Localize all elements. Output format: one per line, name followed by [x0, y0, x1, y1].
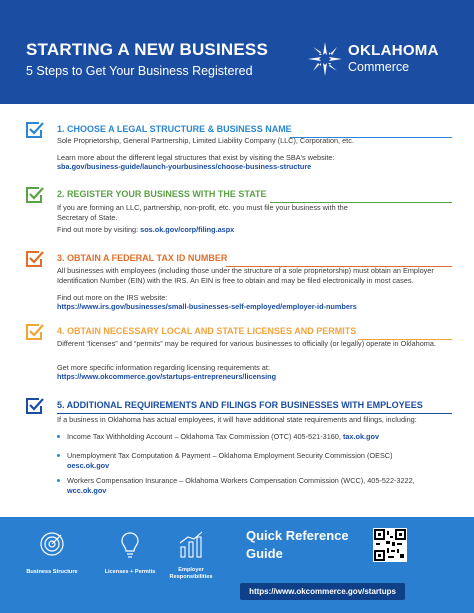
bullet-dot	[57, 479, 60, 482]
checkbox-icon	[24, 396, 44, 416]
step-text: Sole Proprietorship, General Partnership, Limited Liability Company (LLC), Corporation, etc.	[57, 136, 354, 145]
footer-item-business-structure	[22, 531, 82, 575]
bullet-item	[67, 432, 439, 442]
quick-ref-line1: Quick Reference	[246, 528, 349, 543]
step-heading: 5. ADDITIONAL REQUIREMENTS AND FILINGS FOR BUSINESSES WITH EMPLOYEES	[57, 400, 423, 410]
checkbox-icon	[24, 322, 44, 342]
qr-code-icon[interactable]	[373, 528, 407, 562]
step-text: Learn more about the different legal structures that exist by visiting the SBA's website:	[57, 153, 335, 162]
footer-banner	[0, 517, 474, 613]
page-title: STARTING A NEW BUSINESS	[26, 40, 268, 59]
bullet-link[interactable]: oesc.ok.gov	[67, 460, 110, 470]
footer-item-licenses-permits	[100, 531, 160, 575]
quick-ref-line2: Guide	[246, 546, 283, 561]
step-link[interactable]: sba.gov/business-guide/launch-yourbusiness/choose-business-structure	[57, 162, 312, 171]
step-text: All businesses with employees (including those under the structure of a sole proprietorship) must obtain an Employer Identification Number (EIN) with the IRS. An EIN is free to obtain and may be filed electronically in most cases.	[57, 266, 434, 285]
step-text: If a business in Oklahoma has actual employees, it will have additional state requirements and filings, including:	[57, 415, 417, 424]
logo-sub: Commerce	[348, 60, 410, 74]
target-icon	[39, 531, 65, 557]
footer-label: Employer Responsibilities	[169, 567, 213, 580]
bullet-text: Unemployment Tax Computation & Payment – Oklahoma Employment Security Commission (OESC)	[67, 451, 393, 460]
step-link[interactable]: https://www.okcommerce.gov/startups-entrepreneurs/licensing	[57, 372, 277, 381]
quick-reference-title	[246, 527, 349, 563]
footer-item-employer-responsibilities	[166, 531, 216, 581]
footer-label: Licenses + Permits	[104, 569, 156, 575]
page-subtitle: 5 Steps to Get Your Business Registered	[26, 64, 253, 78]
step-text: Get more specific information regarding licensing requirements at:	[57, 363, 270, 372]
step-text: Different “licenses” and “permits” may be required for various businesses to officially (or legally) operate in Oklahoma.	[57, 339, 436, 348]
header-banner	[0, 0, 474, 104]
step-text: Find out more by visiting:	[57, 225, 139, 234]
checkbox-icon	[24, 120, 44, 140]
bullet-dot	[57, 435, 60, 438]
checkbox-icon	[24, 249, 44, 269]
footer-label: Business Structure	[26, 569, 78, 575]
step-link[interactable]: sos.ok.gov/corp/filing.aspx	[140, 225, 235, 234]
star-burst-icon	[306, 40, 344, 78]
startups-url-link[interactable]: https://www.okcommerce.gov/startups	[240, 583, 405, 600]
step-heading: 3. OBTAIN A FEDERAL TAX ID NUMBER	[57, 253, 228, 263]
step-text: If you are forming an LLC, partnership, non-profit, etc. you must file your business with the Secretary of State.	[57, 203, 348, 222]
bar-chart-icon	[178, 531, 204, 559]
bullet-item	[67, 476, 439, 495]
bullet-link[interactable]: wcc.ok.gov	[67, 485, 107, 495]
bullet-text: Workers Compensation Insurance – Oklahoma Workers Compensation Commission (WCC), 405-522-3222,	[67, 476, 415, 485]
step-heading: 4. OBTAIN NECESSARY LOCAL AND STATE LICENSES AND PERMITS	[57, 326, 357, 336]
bullet-item	[67, 451, 439, 470]
bullet-dot	[57, 454, 60, 457]
bullet-text: Income Tax Withholding Account – Oklahoma Tax Commission (OTC) 405-521-3160,	[67, 432, 341, 441]
divider	[57, 413, 452, 414]
step-heading: 1. CHOOSE A LEGAL STRUCTURE & BUSINESS NAME	[57, 124, 292, 134]
lightbulb-icon	[120, 531, 140, 561]
step-link[interactable]: https://www.irs.gov/businesses/small-businesses-self-employed/employer-id-numbers	[57, 302, 357, 311]
step-text: Find out more on the IRS website:	[57, 293, 168, 302]
oklahoma-commerce-logo[interactable]	[306, 40, 456, 80]
checkbox-icon	[24, 185, 44, 205]
step-find-more	[57, 225, 452, 235]
logo-name: OKLAHOMA	[348, 42, 439, 59]
bullet-link[interactable]: tax.ok.gov	[342, 432, 380, 441]
step-heading: 2. REGISTER YOUR BUSINESS WITH THE STATE	[57, 189, 267, 199]
